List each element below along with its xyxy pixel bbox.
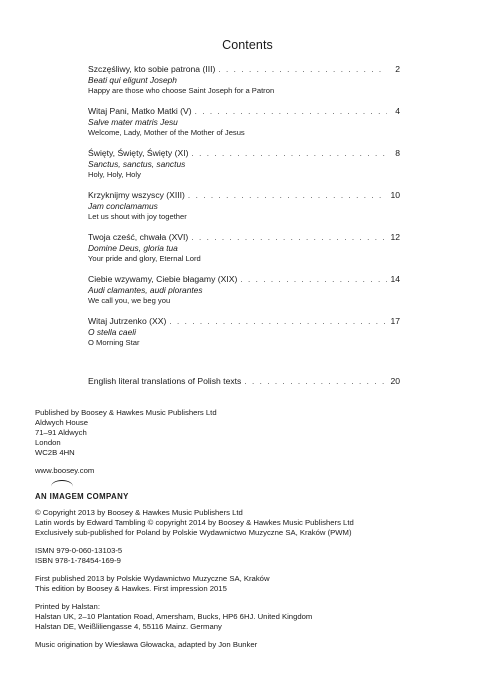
edition-line: First published 2013 by Polskie Wydawnictwo Muzyczne SA, Kraków	[35, 574, 270, 583]
dot-leader	[188, 190, 387, 201]
logo-arc-icon	[51, 480, 73, 493]
website-link[interactable]: www.boosey.com	[35, 466, 95, 475]
toc-latin-title: Sanctus, sanctus, sanctus	[88, 159, 186, 169]
toc-page-number: 20	[390, 376, 400, 386]
printer-line: Halstan UK, 2–10 Plantation Road, Amersham, Bucks, HP6 6HJ. United Kingdom	[35, 612, 313, 621]
toc-entry-title: Ciebie wzywamy, Ciebie błagamy (XIX)	[88, 274, 238, 284]
toc-english-title: Welcome, Lady, Mother of the Mother of Jesus	[88, 127, 245, 137]
copyright-line: Exclusively sub-published for Poland by Polskie Wydawnictwo Muzyczne SA, Kraków (PWM)	[35, 528, 352, 537]
toc-english-title: O Morning Star	[88, 337, 140, 347]
imagem-logo	[35, 486, 129, 502]
toc-entry[interactable]	[88, 64, 400, 96]
toc-latin-title: O stella caeli	[88, 327, 136, 337]
toc-english-title: Your pride and glory, Eternal Lord	[88, 253, 201, 263]
logo-text: AN IMAGEM COMPANY	[35, 492, 129, 501]
toc-entry[interactable]	[88, 274, 400, 306]
printer-line: Printed by Halstan:	[35, 602, 100, 611]
toc-entry-line	[88, 190, 400, 201]
isbn-number: ISBN 978-1-78454-169-9	[35, 556, 121, 565]
printer-line: Halstan DE, Weißliliengasse 4, 55116 Mainz. Germany	[35, 622, 222, 631]
toc-entry-line	[88, 316, 400, 327]
toc-entry-line	[88, 148, 400, 159]
dot-leader	[218, 64, 387, 75]
origination-line: Music origination by Wiesława Głowacka, adapted by Jon Bunker	[35, 640, 258, 649]
toc-entry[interactable]	[88, 106, 400, 138]
toc-latin-title: Beati qui eligunt Joseph	[88, 75, 177, 85]
toc-english-title: We call you, we beg you	[88, 295, 171, 305]
toc-page-number: 2	[395, 64, 400, 74]
website-block	[35, 466, 465, 476]
origination-block	[35, 640, 465, 650]
ismn-number: ISMN 979-0-060-13103-5	[35, 546, 123, 555]
dot-leader	[169, 316, 387, 327]
copyright-block	[35, 508, 465, 538]
toc-entry-translations[interactable]	[88, 376, 400, 387]
toc-page-number: 17	[390, 316, 400, 326]
toc-page-number: 14	[390, 274, 400, 284]
toc-entry[interactable]	[88, 232, 400, 264]
toc-entry-line	[88, 232, 400, 243]
dot-leader	[195, 106, 387, 117]
toc-entry-title: Witaj Pani, Matko Matki (V)	[88, 106, 192, 116]
dot-leader	[244, 376, 387, 387]
toc-latin-title: Audi clamantes, audi plorantes	[88, 285, 203, 295]
toc-entry[interactable]	[88, 316, 400, 348]
isbn-block	[35, 546, 465, 566]
edition-block	[35, 574, 465, 594]
toc-latin-title: Domine Deus, gloria tua	[88, 243, 178, 253]
toc-latin-title: Jam conclamamus	[88, 201, 158, 211]
address-line: Aldwych House	[35, 418, 88, 427]
table-of-contents	[88, 64, 400, 397]
toc-entry[interactable]	[88, 148, 400, 180]
toc-entry-line	[88, 274, 400, 285]
publisher-address	[35, 408, 465, 458]
toc-entry-title: English literal translations of Polish texts	[88, 376, 242, 386]
toc-entry[interactable]	[88, 190, 400, 222]
toc-entry-title: Witaj Jutrzenko (XX)	[88, 316, 167, 326]
dot-leader	[240, 274, 387, 285]
contents-title: Contents	[222, 38, 273, 52]
dot-leader	[191, 148, 387, 159]
address-line: 71–91 Aldwych	[35, 428, 87, 437]
toc-page-number: 4	[395, 106, 400, 116]
copyright-line: Latin words by Edward Tambling © copyright 2014 by Boosey & Hawkes Music Publishers Ltd	[35, 518, 354, 527]
toc-entry-title: Szczęśliwy, kto sobie patrona (III)	[88, 64, 216, 74]
toc-entry-line	[88, 106, 400, 117]
toc-entry-title: Twoja cześć, chwała (XVI)	[88, 232, 189, 242]
toc-entry-line	[88, 376, 400, 387]
address-line: London	[35, 438, 61, 447]
toc-latin-title: Salve mater matris Jesu	[88, 117, 178, 127]
toc-entry-title: Święty, Święty, Święty (XI)	[88, 148, 189, 158]
address-line: WC2B 4HN	[35, 448, 75, 457]
toc-entry-title: Krzyknijmy wszyscy (XIII)	[88, 190, 185, 200]
printer-block	[35, 602, 465, 632]
publisher-imprint	[35, 408, 465, 658]
toc-page-number: 12	[390, 232, 400, 242]
toc-page-number: 10	[390, 190, 400, 200]
toc-english-title: Holy, Holy, Holy	[88, 169, 141, 179]
toc-page-number: 8	[395, 148, 400, 158]
edition-line: This edition by Boosey & Hawkes. First impression 2015	[35, 584, 227, 593]
copyright-line: © Copyright 2013 by Boosey & Hawkes Music Publishers Ltd	[35, 508, 243, 517]
toc-english-title: Happy are those who choose Saint Joseph for a Patron	[88, 85, 275, 95]
toc-entry-line	[88, 64, 400, 75]
dot-leader	[191, 232, 387, 243]
publisher-line: Published by Boosey & Hawkes Music Publishers Ltd	[35, 408, 217, 417]
toc-english-title: Let us shout with joy together	[88, 211, 187, 221]
